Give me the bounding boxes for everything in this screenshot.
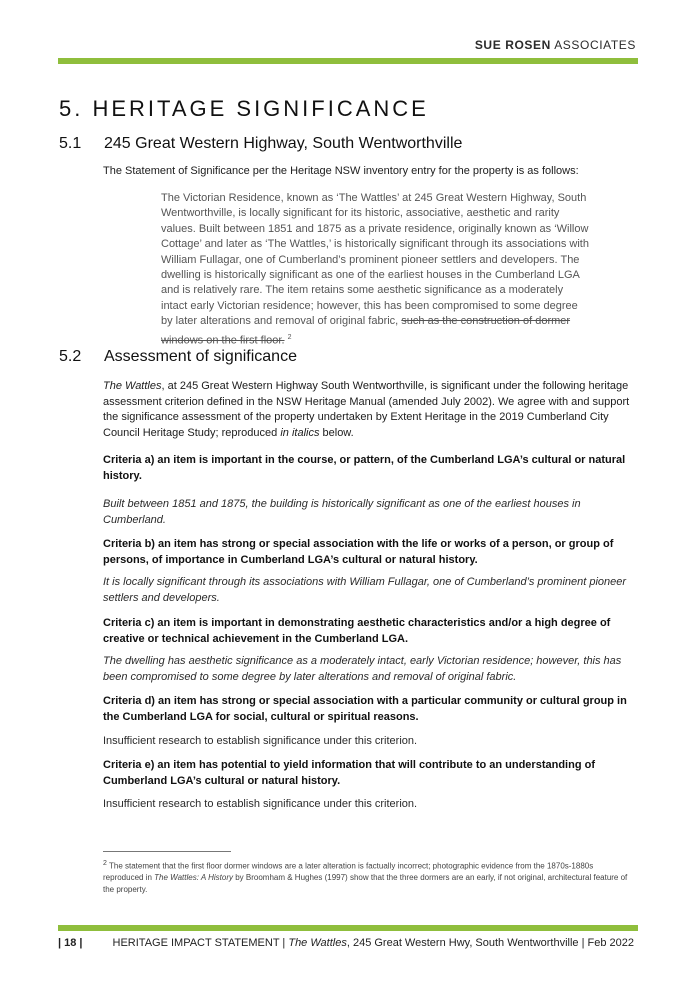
criteria-e-response: Insufficient research to establish significance under this criterion.: [103, 798, 418, 810]
intro-italic-2: in italics: [280, 426, 320, 439]
page-footer: [58, 937, 638, 949]
subsection-heading-5-2: [59, 348, 297, 366]
subsection-number: 5.2: [59, 348, 82, 365]
section-title: 5. HERITAGE SIGNIFICANCE: [59, 96, 429, 121]
quote-struck-text: such as the construction of dormer windows on the first floor.: [161, 315, 571, 347]
criteria-d-title: Criteria d) an item has strong or special association with a particular community or cultural group in the Cumberland LGA for social, cultural or spiritual reasons.: [103, 695, 627, 723]
significance-quote: [161, 191, 591, 349]
footer-rule: [58, 925, 638, 931]
criteria-e-title: Criteria e) an item has potential to yield information that will contribute to an understanding of Cumberland LGA’s cultural or natural history.: [103, 759, 595, 787]
brand-rest: ASSOCIATES: [550, 38, 636, 52]
footnote-italic: The Wattles: A History: [154, 873, 233, 883]
footer-doc-italic: The Wattles: [288, 937, 347, 949]
subsection-title: Assessment of significance: [104, 348, 297, 365]
footer-doc-b: , 245 Great Western Hwy, South Wentworthville | Feb 2022: [346, 937, 635, 949]
subsection-title: 245 Great Western Highway, South Wentworthville: [104, 135, 463, 152]
criteria-d-response: Insufficient research to establish significance under this criterion.: [103, 735, 418, 747]
footnote: [103, 858, 633, 895]
subsection-number: 5.1: [59, 135, 82, 152]
brand-bold: SUE ROSEN: [474, 38, 551, 52]
subsection-heading-5-1: [59, 135, 462, 153]
footnote-reference[interactable]: 2: [287, 333, 292, 341]
criteria-a-title: Criteria a) an item is important in the course, or pattern, of the Cumberland LGA’s cultural or natural history.: [103, 454, 626, 482]
intro-italic: The Wattles: [103, 380, 162, 392]
footnote-divider: [103, 851, 231, 852]
statement-intro: The Statement of Significance per the Heritage NSW inventory entry for the property is as follows:: [103, 165, 579, 177]
criteria-b-title: Criteria b) an item has strong or special association with the life or works of a person, or group of persons, of importance in Cumberland LGA’s cultural or natural history.: [103, 538, 614, 566]
footnote-text-b: by Broomham & Hughes (1997) show that the three dormers are an early, if not original, architectural feature of the property.: [103, 873, 628, 894]
intro-rest: , at 245 Great Western Highway South Wentworthville, is significant under the following heritage assessment criterion defined in the NSW Heritage Manual (amended July 2002). We agree with and support the significance assessment of the property undertaken by Extent Heritage in the 2019 Cumberland City Council Heritage Study; reproduced: [103, 380, 630, 439]
criteria-c-response: The dwelling has aesthetic significance as a moderately intact, early Victorian residence; however, this has been compromised to some degree by later alterations and removal of original fabric.: [103, 655, 622, 683]
page-number: | 18 |: [58, 937, 83, 949]
criteria-b-response: It is locally significant through its associations with William Fullagar, one of Cumberland’s prominent pioneer settlers and developers.: [103, 576, 627, 604]
brand-logo: [475, 38, 636, 52]
footnote-text-a: The statement that the first floor dormer windows are a later alteration is factually incorrect; photographic evidence from the 1870s-1880s reproduced in: [103, 861, 594, 883]
footnote-number: 2: [103, 860, 107, 867]
footer-doc-a: HERITAGE IMPACT STATEMENT |: [112, 937, 289, 949]
criteria-c-title: Criteria c) an item is important in demonstrating aesthetic characteristics and/or a high degree of creative or technical achievement in the Cumberland LGA.: [103, 617, 611, 645]
intro-end: below.: [319, 426, 354, 439]
criteria-a-response: Built between 1851 and 1875, the building is historically significant as one of the earliest houses in Cumberland.: [103, 498, 581, 526]
header-rule: [58, 58, 638, 64]
quote-main: The Victorian Residence, known as ‘The Wattles’ at 245 Great Western Highway, South Wentworthville, is locally significant for its historic, associative, aesthetic and rarity values. Built between 1851 and 1875 as a private residence, originally known as ‘Willow Cottage’ and later as ‘The Wattles,’ is historically significant through its associations with William Fullagar, one of Cumberland’s prominent pioneer settlers and developers. The dwelling is historically significant as one of the earliest houses in the Cumberland LGA and is relatively rare. The item retains some aesthetic significance as a moderately intact early Victorian residence; however, this has been compromised to some degree by later alterations and removal of original fabric,: [161, 192, 589, 328]
assessment-intro: [103, 379, 638, 441]
